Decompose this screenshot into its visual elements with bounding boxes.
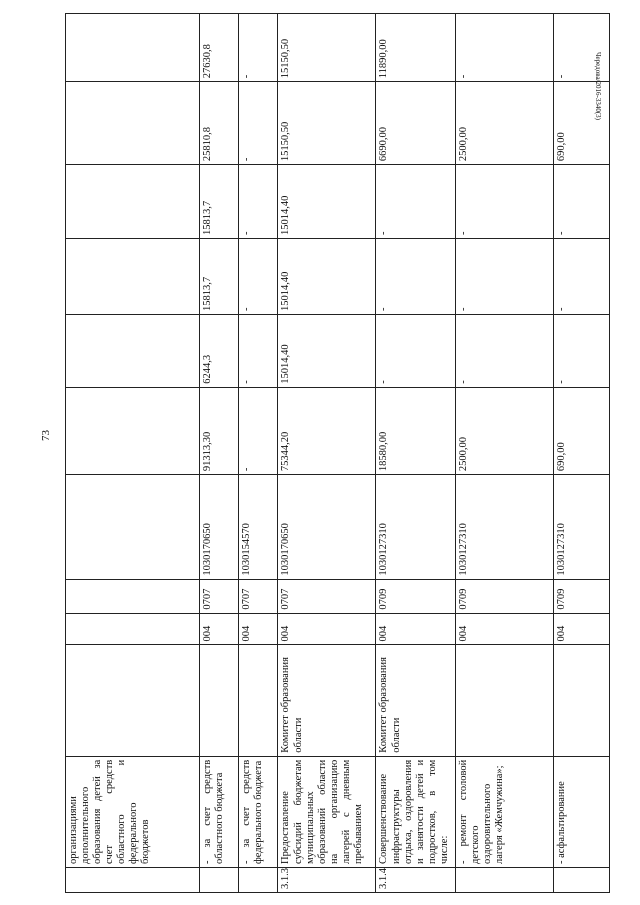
- year4-amount-cell: 690,00: [554, 82, 610, 165]
- executor-cell: [239, 645, 278, 756]
- measure-name-cell: - за счет средств областного бюджета: [200, 756, 239, 867]
- grbs-code-cell: 004: [200, 613, 239, 645]
- year4-amount-cell: [66, 82, 200, 165]
- year4-amount-cell: 15150,50: [278, 82, 376, 165]
- grbs-code-cell: 004: [376, 613, 456, 645]
- target-article-cell: 1030127310: [554, 475, 610, 579]
- table-row: [554, 14, 610, 893]
- year2-amount-cell: -: [554, 238, 610, 314]
- row-number-cell: 3.1.3: [278, 868, 376, 893]
- year3-amount-cell: -: [554, 165, 610, 239]
- table-row: [66, 14, 200, 893]
- year1-amount-cell: 15014,40: [278, 315, 376, 388]
- page-number: 73: [40, 430, 52, 441]
- grbs-code-cell: 004: [239, 613, 278, 645]
- year2-amount-cell: -: [239, 238, 278, 314]
- row-number-cell: [456, 868, 554, 893]
- total-amount-cell: 91313,30: [200, 387, 239, 474]
- section-code-cell: 0709: [456, 579, 554, 613]
- year1-amount-cell: [66, 315, 200, 388]
- section-code-cell: [66, 579, 200, 613]
- total-amount-cell: 690,00: [554, 387, 610, 474]
- year4-amount-cell: -: [239, 82, 278, 165]
- year1-amount-cell: 6244,3: [200, 315, 239, 388]
- year5-amount-cell: 15150,50: [278, 14, 376, 82]
- grbs-code-cell: 004: [456, 613, 554, 645]
- table-row: [376, 14, 456, 893]
- measure-name-cell: организациями дополнительного образования детей за счет средств областного и федерального бюджетов: [66, 756, 200, 867]
- target-article-cell: 1030154570: [239, 475, 278, 579]
- year5-amount-cell: 27630,8: [200, 14, 239, 82]
- year1-amount-cell: -: [239, 315, 278, 388]
- grbs-code-cell: 004: [278, 613, 376, 645]
- year3-amount-cell: -: [456, 165, 554, 239]
- total-amount-cell: -: [239, 387, 278, 474]
- year2-amount-cell: -: [456, 238, 554, 314]
- total-amount-cell: 2500,00: [456, 387, 554, 474]
- year4-amount-cell: 6690,00: [376, 82, 456, 165]
- grbs-code-cell: [66, 613, 200, 645]
- target-article-cell: 1030170650: [200, 475, 239, 579]
- budget-table-container: [65, 13, 610, 893]
- year5-amount-cell: -: [554, 14, 610, 82]
- measure-name-cell: Предоставление субсидий бюджетам муниципальных образований области на организацию лагерей с дневным пребыванием: [278, 756, 376, 867]
- target-article-cell: [66, 475, 200, 579]
- row-number-cell: [200, 868, 239, 893]
- executor-cell: [456, 645, 554, 756]
- budget-table: [65, 13, 610, 893]
- total-amount-cell: 18580,00: [376, 387, 456, 474]
- target-article-cell: 1030127310: [376, 475, 456, 579]
- year5-amount-cell: -: [239, 14, 278, 82]
- table-row: [456, 14, 554, 893]
- measure-name-cell: - за счет средств федерального бюджета: [239, 756, 278, 867]
- year3-amount-cell: 15014,40: [278, 165, 376, 239]
- year2-amount-cell: 15813,7: [200, 238, 239, 314]
- target-article-cell: 1030127310: [456, 475, 554, 579]
- measure-name-cell: - ремонт столовой детского оздоровительного лагеря «Жемчужина»;: [456, 756, 554, 867]
- year3-amount-cell: [66, 165, 200, 239]
- year1-amount-cell: -: [456, 315, 554, 388]
- measure-name-cell: - асфальтирование: [554, 756, 610, 867]
- executor-cell: Комитет образования области: [376, 645, 456, 756]
- year4-amount-cell: 2500,00: [456, 82, 554, 165]
- executor-cell: Комитет образования области: [278, 645, 376, 756]
- year3-amount-cell: 15813,7: [200, 165, 239, 239]
- executor-cell: [200, 645, 239, 756]
- measure-name-cell: Совершенствование инфраструктуры отдыха, оздоровления и занятости детей и подростков, в том числе:: [376, 756, 456, 867]
- grbs-code-cell: 004: [554, 613, 610, 645]
- year2-amount-cell: -: [376, 238, 456, 314]
- year5-amount-cell: 11890,00: [376, 14, 456, 82]
- year2-amount-cell: [66, 238, 200, 314]
- row-number-cell: [66, 868, 200, 893]
- section-code-cell: 0707: [278, 579, 376, 613]
- row-number-cell: 3.1.4: [376, 868, 456, 893]
- row-number-cell: [554, 868, 610, 893]
- table-row: [239, 14, 278, 893]
- total-amount-cell: 75344,20: [278, 387, 376, 474]
- target-article-cell: 1030170650: [278, 475, 376, 579]
- section-code-cell: 0709: [376, 579, 456, 613]
- executor-cell: [66, 645, 200, 756]
- section-code-cell: 0707: [239, 579, 278, 613]
- year5-amount-cell: -: [456, 14, 554, 82]
- row-number-cell: [239, 868, 278, 893]
- table-row: [200, 14, 239, 893]
- year3-amount-cell: -: [239, 165, 278, 239]
- table-row: [278, 14, 376, 893]
- executor-cell: [554, 645, 610, 756]
- section-code-cell: 0709: [554, 579, 610, 613]
- total-amount-cell: [66, 387, 200, 474]
- document-code: Чередова/2016-3340(3): [594, 52, 602, 120]
- year5-amount-cell: [66, 14, 200, 82]
- year1-amount-cell: -: [554, 315, 610, 388]
- year3-amount-cell: -: [376, 165, 456, 239]
- year4-amount-cell: 25810,8: [200, 82, 239, 165]
- section-code-cell: 0707: [200, 579, 239, 613]
- year1-amount-cell: -: [376, 315, 456, 388]
- year2-amount-cell: 15014,40: [278, 238, 376, 314]
